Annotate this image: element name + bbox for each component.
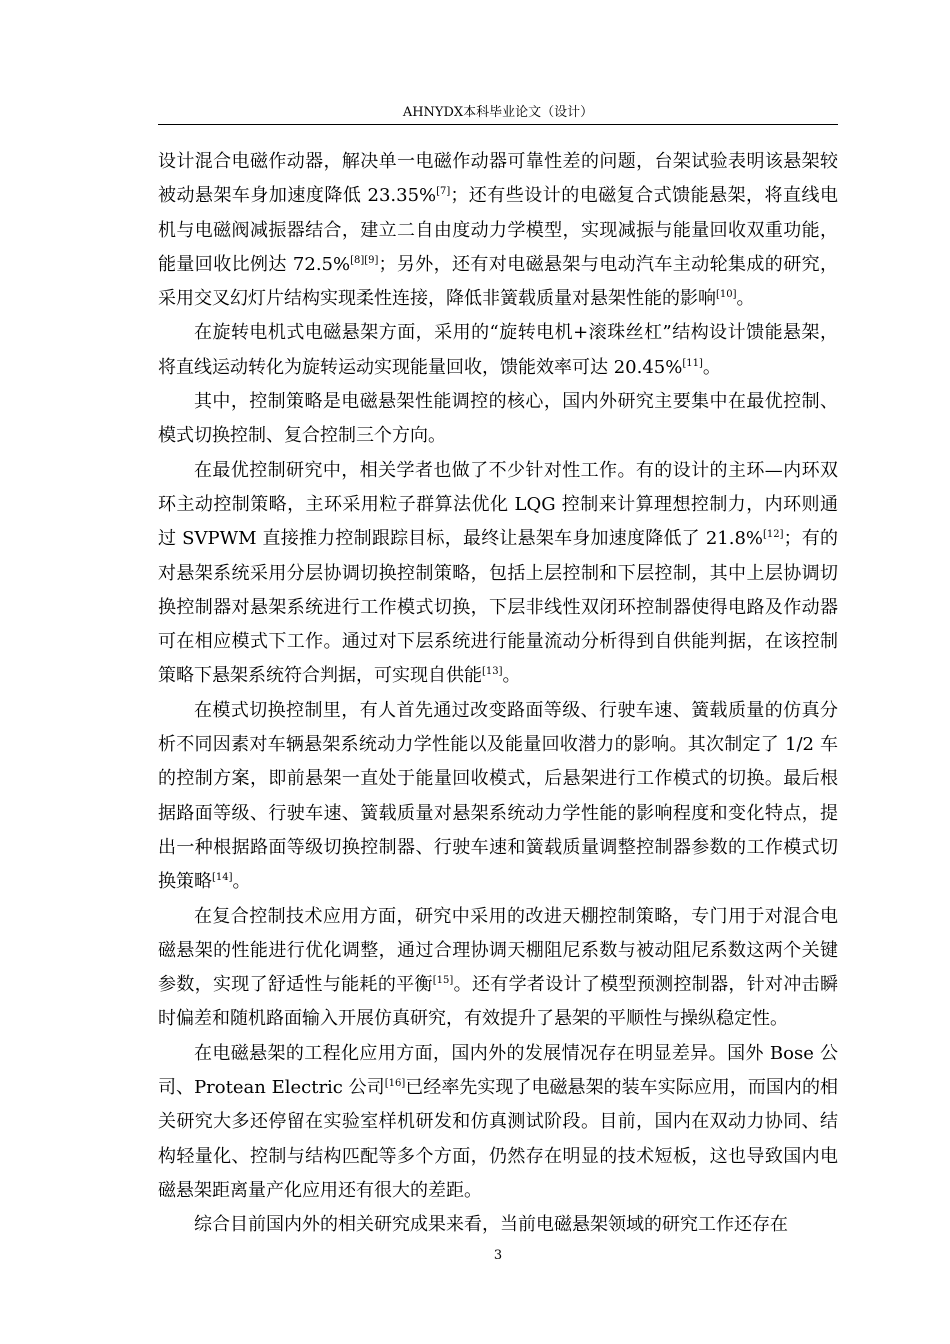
body-paragraph — [158, 385, 838, 454]
text-run: 已经率先实现了电磁悬架的装车实际应用，而国内的相关研究大多还停留在实验室样机研发和仿真测试阶段。目前，国内在双动力协同、结构轻量化、控制与结构匹配等多个方面，仍然存在明显的技术短板，这也导致国内电磁悬架距离量产化应用还有很大的差距。 — [158, 1077, 838, 1201]
body-paragraph — [158, 1208, 838, 1242]
citation-marker: [7] — [436, 186, 451, 198]
body-paragraph — [158, 900, 838, 1037]
text-run: 。 — [232, 871, 251, 893]
text-run: ；还有些设计的电磁复合式馈能悬架，将直线电机与电磁阀减振器结合，建立二自由度动力学模型，实现减振与能量回收双重功能，能量回收比例达 72.5% — [158, 185, 838, 275]
running-header: AHNYDX本科毕业论文（设计） — [402, 105, 594, 120]
citation-marker: [10] — [716, 289, 737, 301]
page-number: 3 — [493, 1248, 503, 1263]
text-run: 设计混合电磁作动器，解决单一电磁作动器可靠性差的问题，台架试验表明该悬架较被动悬架车身加速度降低 23.35% — [158, 151, 838, 207]
text-run: ；另外，还有对电磁悬架与电动汽车主动轮集成的研究，采用交叉幻灯片结构实现柔性连接，降低非簧载质量对悬架性能的影响 — [158, 253, 838, 310]
citation-marker: [13] — [482, 666, 503, 678]
text-run: 。 — [502, 665, 521, 687]
body-text — [158, 145, 838, 1243]
text-run: 其中，控制策略是电磁悬架性能调控的核心，国内外研究主要集中在最优控制、模式切换控制、复合控制三个方向。 — [158, 391, 838, 447]
text-run: ；有的对悬架系统采用分层协调切换控制策略，包括上层控制和下层控制，其中上层协调切换控制器对悬架系统进行工作模式切换，下层非线性双闭环控制器使得电路及作动器可在相应模式下工作。通过对下层系统进行能量流动分析得到自供能判据，在该控制策略下悬架系统符合判据，可实现自供能 — [158, 528, 839, 687]
text-run: 综合目前国内外的相关研究成果来看，当前电磁悬架领域的研究工作还存在 — [194, 1214, 788, 1236]
body-paragraph — [158, 694, 838, 900]
citation-marker: [12] — [763, 529, 784, 541]
citation-marker: [11] — [682, 357, 703, 369]
body-paragraph — [158, 316, 838, 385]
body-paragraph — [158, 454, 838, 694]
text-run: 。还有学者设计了模型预测控制器，针对冲击瞬时偏差和随机路面输入开展仿真研究，有效提升了悬架的平顺性与操纵稳定性。 — [158, 974, 839, 1030]
header-divider — [158, 124, 838, 125]
text-run: 在复合控制技术应用方面，研究中采用的改进天棚控制策略，专门用于对混合电磁悬架的性能进行优化调整，通过合理协调天棚阻尼系数与被动阻尼系数这两个关键参数，实现了舒适性与能耗的平衡 — [158, 905, 838, 996]
body-paragraph — [158, 1037, 838, 1208]
citation-marker: [14] — [212, 872, 233, 884]
citation-marker: [16] — [384, 1078, 406, 1090]
text-run: 在最优控制研究中，相关学者也做了不少针对性工作。有的设计的主环—内环双环主动控制策略，主环采用粒子群算法优化 LQG 控制来计算理想控制力，内环则通过 SVPWM 直接推力控制跟踪目标，最终让悬架车身加速度降低了 21.8% — [158, 459, 838, 550]
body-paragraph — [158, 145, 838, 316]
citation-marker: [15] — [432, 975, 454, 987]
text-run: 。 — [702, 356, 721, 378]
text-run: 在旋转电机式电磁悬架方面，采用的“旋转电机+滚珠丝杠”结构设计馈能悬架，将直线运动转化为旋转运动实现能量回收，馈能效率可达 20.45% — [158, 322, 838, 378]
text-run: 在模式切换控制里，有人首先通过改变路面等级、行驶车速、簧载质量的仿真分析不同因素对车辆悬架系统动力学性能以及能量回收潜力的影响。其次制定了 1/2 车的控制方案，即前悬架一直处于能量回收模式，后悬架进行工作模式的切换。最后根据路面等级、行驶车速、簧载质量对悬架系统动力学性能的影响程度和变化特点，提出一种根据路面等级切换控制器、行驶车速和簧载质量调整控制器参数的工作模式切换策略 — [158, 699, 838, 893]
text-run: 在电磁悬架的工程化应用方面，国内外的发展情况存在明显差异。国外 Bose 公司、Protean Electric 公司 — [158, 1042, 838, 1099]
text-run: 。 — [736, 288, 755, 310]
citation-marker: [8][9] — [350, 254, 379, 266]
